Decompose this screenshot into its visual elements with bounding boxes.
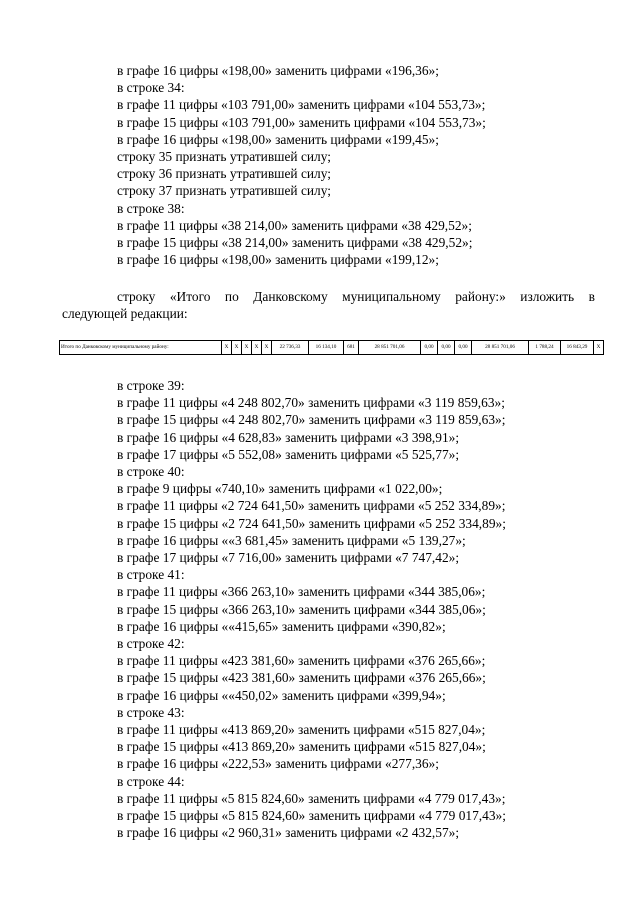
- amendment-line: строку 35 признать утратившей силу;: [117, 149, 331, 165]
- amendment-line: в графе 15 цифры «38 214,00» заменить цифрами «38 429,52»;: [117, 235, 473, 251]
- itogo-table-cell-label: Итого по Данковскому муниципальному району:: [60, 341, 222, 355]
- itogo-table-cell: 681: [344, 341, 359, 355]
- itogo-table-cell: 28 851 701,06: [472, 341, 529, 355]
- amendment-line: в строке 41:: [117, 567, 185, 583]
- amendments-block-top: [0, 62, 640, 268]
- amendment-line: в графе 11 цифры «103 791,00» заменить цифрами «104 553,73»;: [117, 97, 486, 113]
- itogo-paragraph-second-line: следующей редакции:: [62, 306, 188, 322]
- amendment-line: в строке 39:: [117, 378, 185, 393]
- itogo-table-cell: X: [232, 341, 242, 355]
- amendment-line: в графе 15 цифры «2 724 641,50» заменить цифрами «5 252 334,89»;: [117, 515, 506, 531]
- itogo-table-cell: 0,00: [455, 341, 472, 355]
- amendment-line: в графе 15 цифры «4 248 802,70» заменить цифрами «3 119 859,63»;: [117, 412, 506, 428]
- itogo-table-cell: 22 736,33: [272, 341, 309, 355]
- amendment-line: в графе 16 цифры «198,00» заменить цифрами «199,45»;: [117, 131, 439, 147]
- itogo-table-cell: X: [242, 341, 252, 355]
- amendment-line: в графе 11 цифры «366 263,10» заменить цифрами «344 385,06»;: [117, 584, 486, 600]
- amendment-line: в графе 11 цифры «4 248 802,70» заменить цифрами «3 119 859,63»;: [117, 395, 505, 411]
- itogo-table: [59, 340, 604, 355]
- amendment-line: в строке 43:: [117, 704, 185, 720]
- itogo-word: в: [588, 289, 595, 304]
- amendment-line: в графе 16 цифры «198,00» заменить цифрами «199,12»;: [117, 252, 439, 268]
- amendment-line: в строке 42:: [117, 636, 185, 652]
- amendment-line: в графе 16 цифры «198,00» заменить цифрами «196,36»;: [117, 63, 439, 78]
- amendment-line: в графе 16 цифры «4 628,83» заменить цифрами «3 398,91»;: [117, 429, 460, 445]
- itogo-word: «Итого: [169, 289, 211, 304]
- itogo-word: строку: [117, 289, 156, 304]
- amendment-line: строку 37 признать утратившей силу;: [117, 183, 331, 199]
- amendment-line: в графе 11 цифры «423 381,60» заменить цифрами «376 265,66»;: [117, 653, 486, 669]
- amendment-line: в строке 34:: [117, 80, 185, 96]
- itogo-table-cell: X: [262, 341, 272, 355]
- itogo-word: Данковскому: [253, 289, 328, 304]
- itogo-word: району:»: [455, 289, 506, 304]
- amendment-line: в графе 16 цифры ««415,65» заменить цифрами «390,82»;: [117, 618, 446, 634]
- itogo-table-cell: 1 788,24: [529, 341, 561, 355]
- amendments-block-bottom: [0, 377, 640, 841]
- itogo-paragraph-first-line: [62, 288, 595, 305]
- amendment-line: в графе 11 цифры «413 869,20» заменить цифрами «515 827,04»;: [117, 722, 486, 738]
- itogo-table-cell: 0,00: [438, 341, 455, 355]
- itogo-paragraph: [62, 288, 595, 322]
- amendment-line: в графе 11 цифры «38 214,00» заменить цифрами «38 429,52»;: [117, 217, 472, 233]
- itogo-table-cell: X: [222, 341, 232, 355]
- itogo-table-cell: X: [594, 341, 604, 355]
- amendment-line: в графе 16 цифры «222,53» заменить цифрами «277,36»;: [117, 756, 439, 772]
- itogo-table-row: [60, 341, 604, 355]
- amendment-line: в строке 44:: [117, 773, 185, 789]
- itogo-table-cell: 28 851 701,06: [359, 341, 421, 355]
- itogo-table-cell: 16 843,29: [561, 341, 594, 355]
- amendment-line: в графе 17 цифры «5 552,08» заменить цифрами «5 525,77»;: [117, 446, 460, 462]
- amendment-line: в графе 15 цифры «366 263,10» заменить цифрами «344 385,06»;: [117, 601, 486, 617]
- amendment-line: в графе 9 цифры «740,10» заменить цифрами «1 022,00»;: [117, 481, 443, 497]
- amendment-line: в строке 38:: [117, 200, 185, 216]
- amendment-line: в графе 15 цифры «103 791,00» заменить цифрами «104 553,73»;: [117, 114, 486, 130]
- itogo-table-cell: 0,00: [421, 341, 438, 355]
- amendment-line: в графе 16 цифры ««450,02» заменить цифрами «399,94»;: [117, 687, 446, 703]
- amendment-line: в графе 11 цифры «2 724 641,50» заменить цифрами «5 252 334,89»;: [117, 498, 506, 514]
- amendment-line: в графе 15 цифры «5 815 824,60» заменить цифрами «4 779 017,43»;: [117, 808, 506, 824]
- itogo-table-cell: 16 134,10: [309, 341, 344, 355]
- amendment-line: в графе 16 цифры «2 960,31» заменить цифрами «2 432,57»;: [117, 825, 460, 841]
- itogo-word: муниципальному: [342, 289, 441, 304]
- amendment-line: в строке 40:: [117, 464, 185, 480]
- amendment-line: в графе 15 цифры «423 381,60» заменить цифрами «376 265,66»;: [117, 670, 486, 686]
- itogo-table-cell: X: [252, 341, 262, 355]
- amendment-line: строку 36 признать утратившей силу;: [117, 166, 331, 182]
- itogo-word: изложить: [520, 289, 575, 304]
- itogo-word: по: [224, 289, 239, 304]
- amendment-line: в графе 17 цифры «7 716,00» заменить цифрами «7 747,42»;: [117, 550, 460, 566]
- amendment-line: в графе 16 цифры ««3 681,45» заменить цифрами «5 139,27»;: [117, 532, 466, 548]
- amendment-line: в графе 15 цифры «413 869,20» заменить цифрами «515 827,04»;: [117, 739, 486, 755]
- amendment-line: в графе 11 цифры «5 815 824,60» заменить цифрами «4 779 017,43»;: [117, 790, 506, 806]
